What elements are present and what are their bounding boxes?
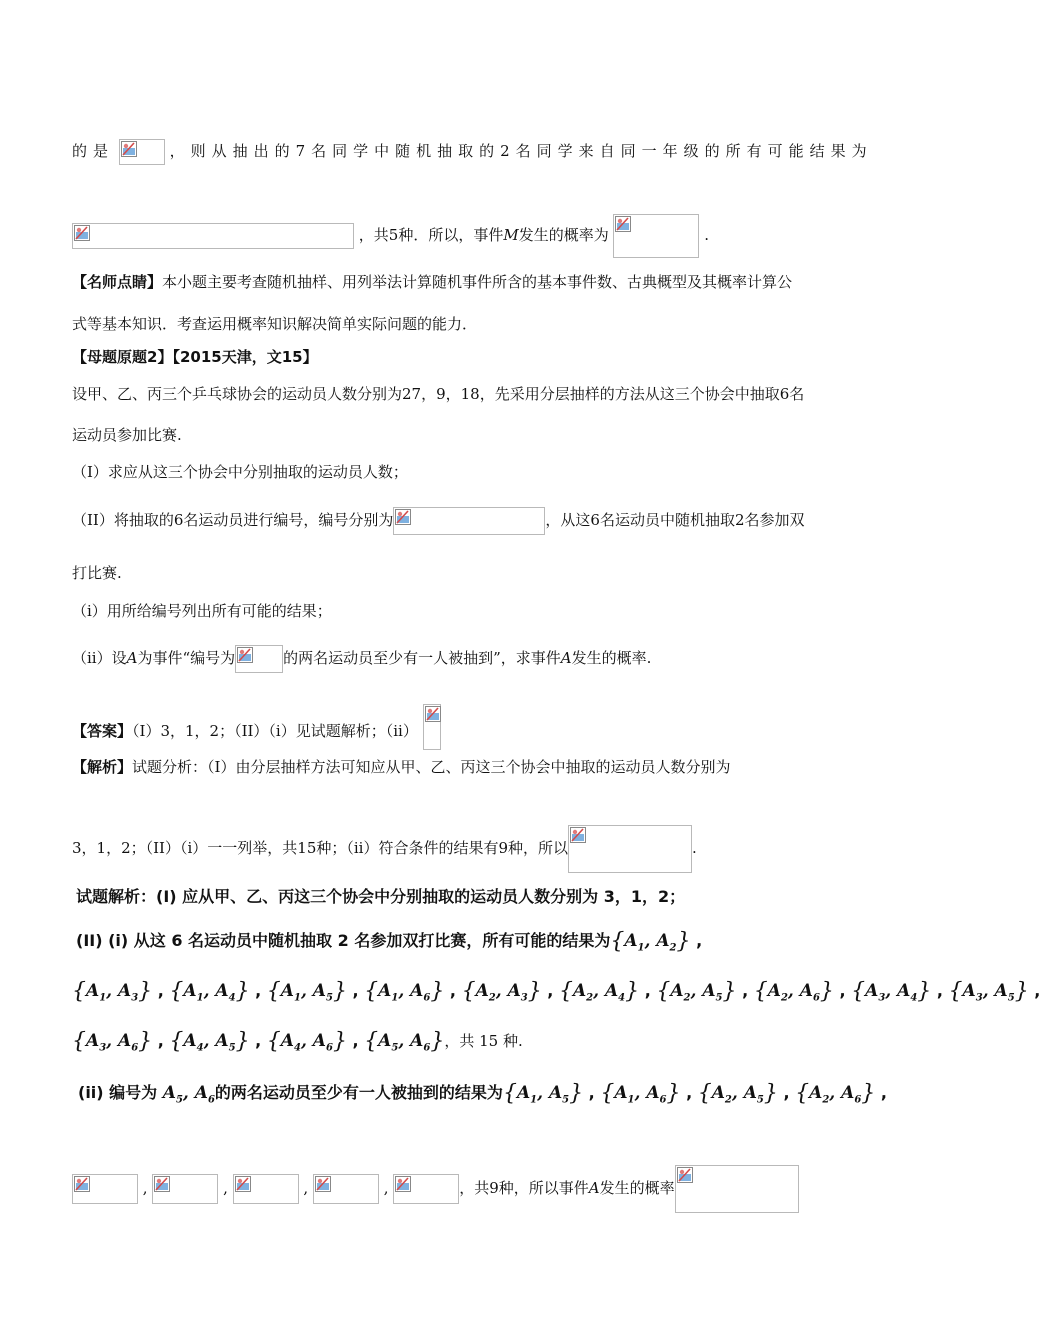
solution-line-2: (II) (i) 从这 6 名运动员中随机抽取 2 名参加双打比赛，所有可能的结果为{$A_1$, $A_2$} , [76,929,703,954]
broken-image-icon [677,1167,693,1183]
label-analysis: 【解析】 [72,758,133,776]
solution-line-1 [76,886,685,908]
text-segment: ，共5种．所以，事件 [358,226,504,244]
question-4 [72,645,651,673]
pair-set: {$A_1$, $A_3$} [72,979,153,1004]
broken-image-icon [425,706,441,722]
pair-set: {$A_2$, $A_5$} [656,979,737,1004]
solution-line-5 [78,1082,887,1111]
analysis-line-1 [72,757,730,777]
paragraph-line-4 [72,314,477,334]
variable: A [560,649,572,667]
formula-image [393,1174,459,1204]
text-segment: （II）将抽取的6名运动员进行编号，编号分别为 [72,511,394,529]
text-segment: 的是 [72,142,115,160]
paragraph-line-6 [72,384,804,404]
text-segment: （I）3，1，2；（II）（i）见试题解析；（ii） [132,722,418,740]
formula-image [423,704,441,750]
index: 2 [669,942,677,954]
variable: A [588,1179,600,1197]
text-segment: ，则从抽出的7名同学中随机抽取的2名同学来自同一年级的所有可能结果为 [169,142,873,160]
text-segment: 试题解析：(I) 应从甲、乙、丙这三个协会中分别抽取的运动员人数分别为 3，1，2； [76,887,686,906]
text-segment: (ii) 编号为 [78,1083,158,1102]
pair-set: {$A_2$, $A_6$} [795,1081,876,1106]
broken-image-icon [615,216,631,232]
text-segment: ，共9种，所以事件 [459,1179,589,1197]
text-segment: . [692,839,697,857]
broken-image-icon [395,1176,411,1192]
formula-image [72,223,354,249]
text-segment: 的两名运动员至少有一人被抽到”，求事件 [283,649,561,667]
text-segment: (II) (i) 从这 6 名运动员中随机抽取 2 名参加双打比赛，所有可能的结果为 [76,931,611,950]
pair-set: {$A_1$, $A_5$} [266,979,347,1004]
analysis-line-2 [72,825,697,873]
formula-image [72,1174,138,1204]
pair-set: {$A_3$, $A_6$} [72,1029,153,1054]
text-segment: 3，1，2；（II）（i）一一列举，共15种；（ii）符合条件的结果有9种，所以 [72,839,569,857]
pair-set: {$A_3$, $A_5$} [948,979,1029,1004]
broken-image-icon [235,1176,251,1192]
broken-image-icon [154,1176,170,1192]
solution-row-1: {$A_1$, $A_3$} , {$A_1$, $A_4$} , {$A_1$, $A_5$} , {$A_1$, $A_6$} , {$A_2$, $A_3$} , {$A_2$, $A_4$} , {$A_2$, $A_5$} , {$A_2$, $A_6$} , {$A_3$, $A_4$} , {$A_3$, $A_5$} , [72,979,1040,1004]
paragraph-line-1 [72,139,873,165]
pair-set: {$A_1$, $A_4$} [169,979,250,1004]
formula-image [568,825,692,873]
solution-row-2: {$A_3$, $A_6$} , {$A_4$, $A_5$} , {$A_4$, $A_6$} , {$A_5$, $A_6$}，共 15 种. [72,1029,523,1054]
pair-set: {$A_2$, $A_5$} [697,1081,778,1106]
pair-set: {$A_1$, $A_5$} [502,1081,584,1106]
broken-image-icon [237,647,253,663]
variable: M [503,226,519,244]
label-mingshi: 【名师点睛】 [72,273,163,291]
formula-image [119,139,165,165]
solution-row-3: {$A_1$, $A_5$} , {$A_1$, $A_6$} , {$A_2$, $A_5$} , {$A_2$, $A_6$} , [502,1081,887,1106]
text-segment: 打比赛. [72,564,122,582]
text-segment: （I）求应从这三个协会中分别抽取的运动员人数； [72,463,408,481]
paragraph-line-5 [72,347,318,367]
pair-set: {$A_1$, $A_2$} [610,929,691,954]
label-answer: 【答案】 [72,722,133,740]
text-segment: 本小题主要考查随机抽样、用列举法计算随机事件所含的基本事件数、古典概型及其概率计算公 [162,273,793,291]
pair-set: {$A_5$, $A_6$} [364,1029,445,1054]
broken-image-icon [74,225,90,241]
text-segment: 发生的概率 [599,1179,675,1197]
formula-image-row: , , , , [72,1179,459,1197]
pair-set: {$A_4$, $A_5$} [169,1029,250,1054]
question-2-cont [72,563,122,583]
label-mutiyuanti: 【母题原题2】 [72,348,173,366]
formula-image [235,645,283,673]
text-segment: ，共 15 种. [444,1032,523,1050]
text-segment: ，从这6名运动员中随机抽取2名参加双 [545,511,805,529]
pair-set: {$A_2$, $A_3$} [461,979,542,1004]
text-segment: （i）用所给编号列出所有可能的结果； [72,602,332,620]
text-segment: 设甲、乙、丙三个乒乓球协会的运动员人数分别为27，9，18，先采用分层抽样的方法从这三个协会中抽取6名 [72,385,805,403]
question-2 [72,507,805,535]
formula-image [613,214,699,258]
text-segment: 的两名运动员至少有一人被抽到的结果为 [214,1083,503,1102]
broken-image-icon [121,141,137,157]
text-segment: 式等基本知识．考查运用概率知识解决简单实际问题的能力． [72,315,478,333]
paragraph-line-2 [72,214,709,258]
text-segment: 发生的概率. [571,649,652,667]
formula-image [313,1174,379,1204]
broken-image-icon [315,1176,331,1192]
variable: A [126,649,138,667]
pair-set: {$A_2$, $A_6$} [753,979,834,1004]
paragraph-line-3 [72,272,792,292]
source-label: 【2015天津，文15】 [172,348,318,366]
pair-set: {$A_3$, $A_4$} [851,979,932,1004]
math-a5-a6: $A_5$, $A_6$ [162,1083,215,1106]
solution-last-line [72,1165,799,1213]
text-segment: 运动员参加比赛. [72,426,182,444]
index: 1 [637,942,645,954]
text-segment: （ii）设 [72,649,127,667]
pair-set: {$A_2$, $A_4$} [558,979,640,1004]
formula-image [152,1174,218,1204]
pair-set: {$A_1$, $A_6$} [600,1081,681,1106]
text-segment: 试题分析：（I）由分层抽样方法可知应从甲、乙、丙这三个协会中抽取的运动员人数分别为 [132,758,731,776]
pair-set: {$A_1$, $A_6$} [364,979,445,1004]
text-segment: 为事件“编号为 [137,649,236,667]
answer-line [72,704,441,750]
formula-image [233,1174,299,1204]
broken-image-icon [74,1176,90,1192]
text-segment: . [704,226,710,244]
question-3 [72,601,332,621]
formula-image [393,507,545,535]
paragraph-line-7 [72,425,182,445]
broken-image-icon [395,509,411,525]
broken-image-icon [570,827,586,843]
question-1 [72,462,408,482]
formula-image [675,1165,799,1213]
pair-set: {$A_4$, $A_6$} [266,1029,347,1054]
text-segment: 发生的概率为 [518,226,609,244]
